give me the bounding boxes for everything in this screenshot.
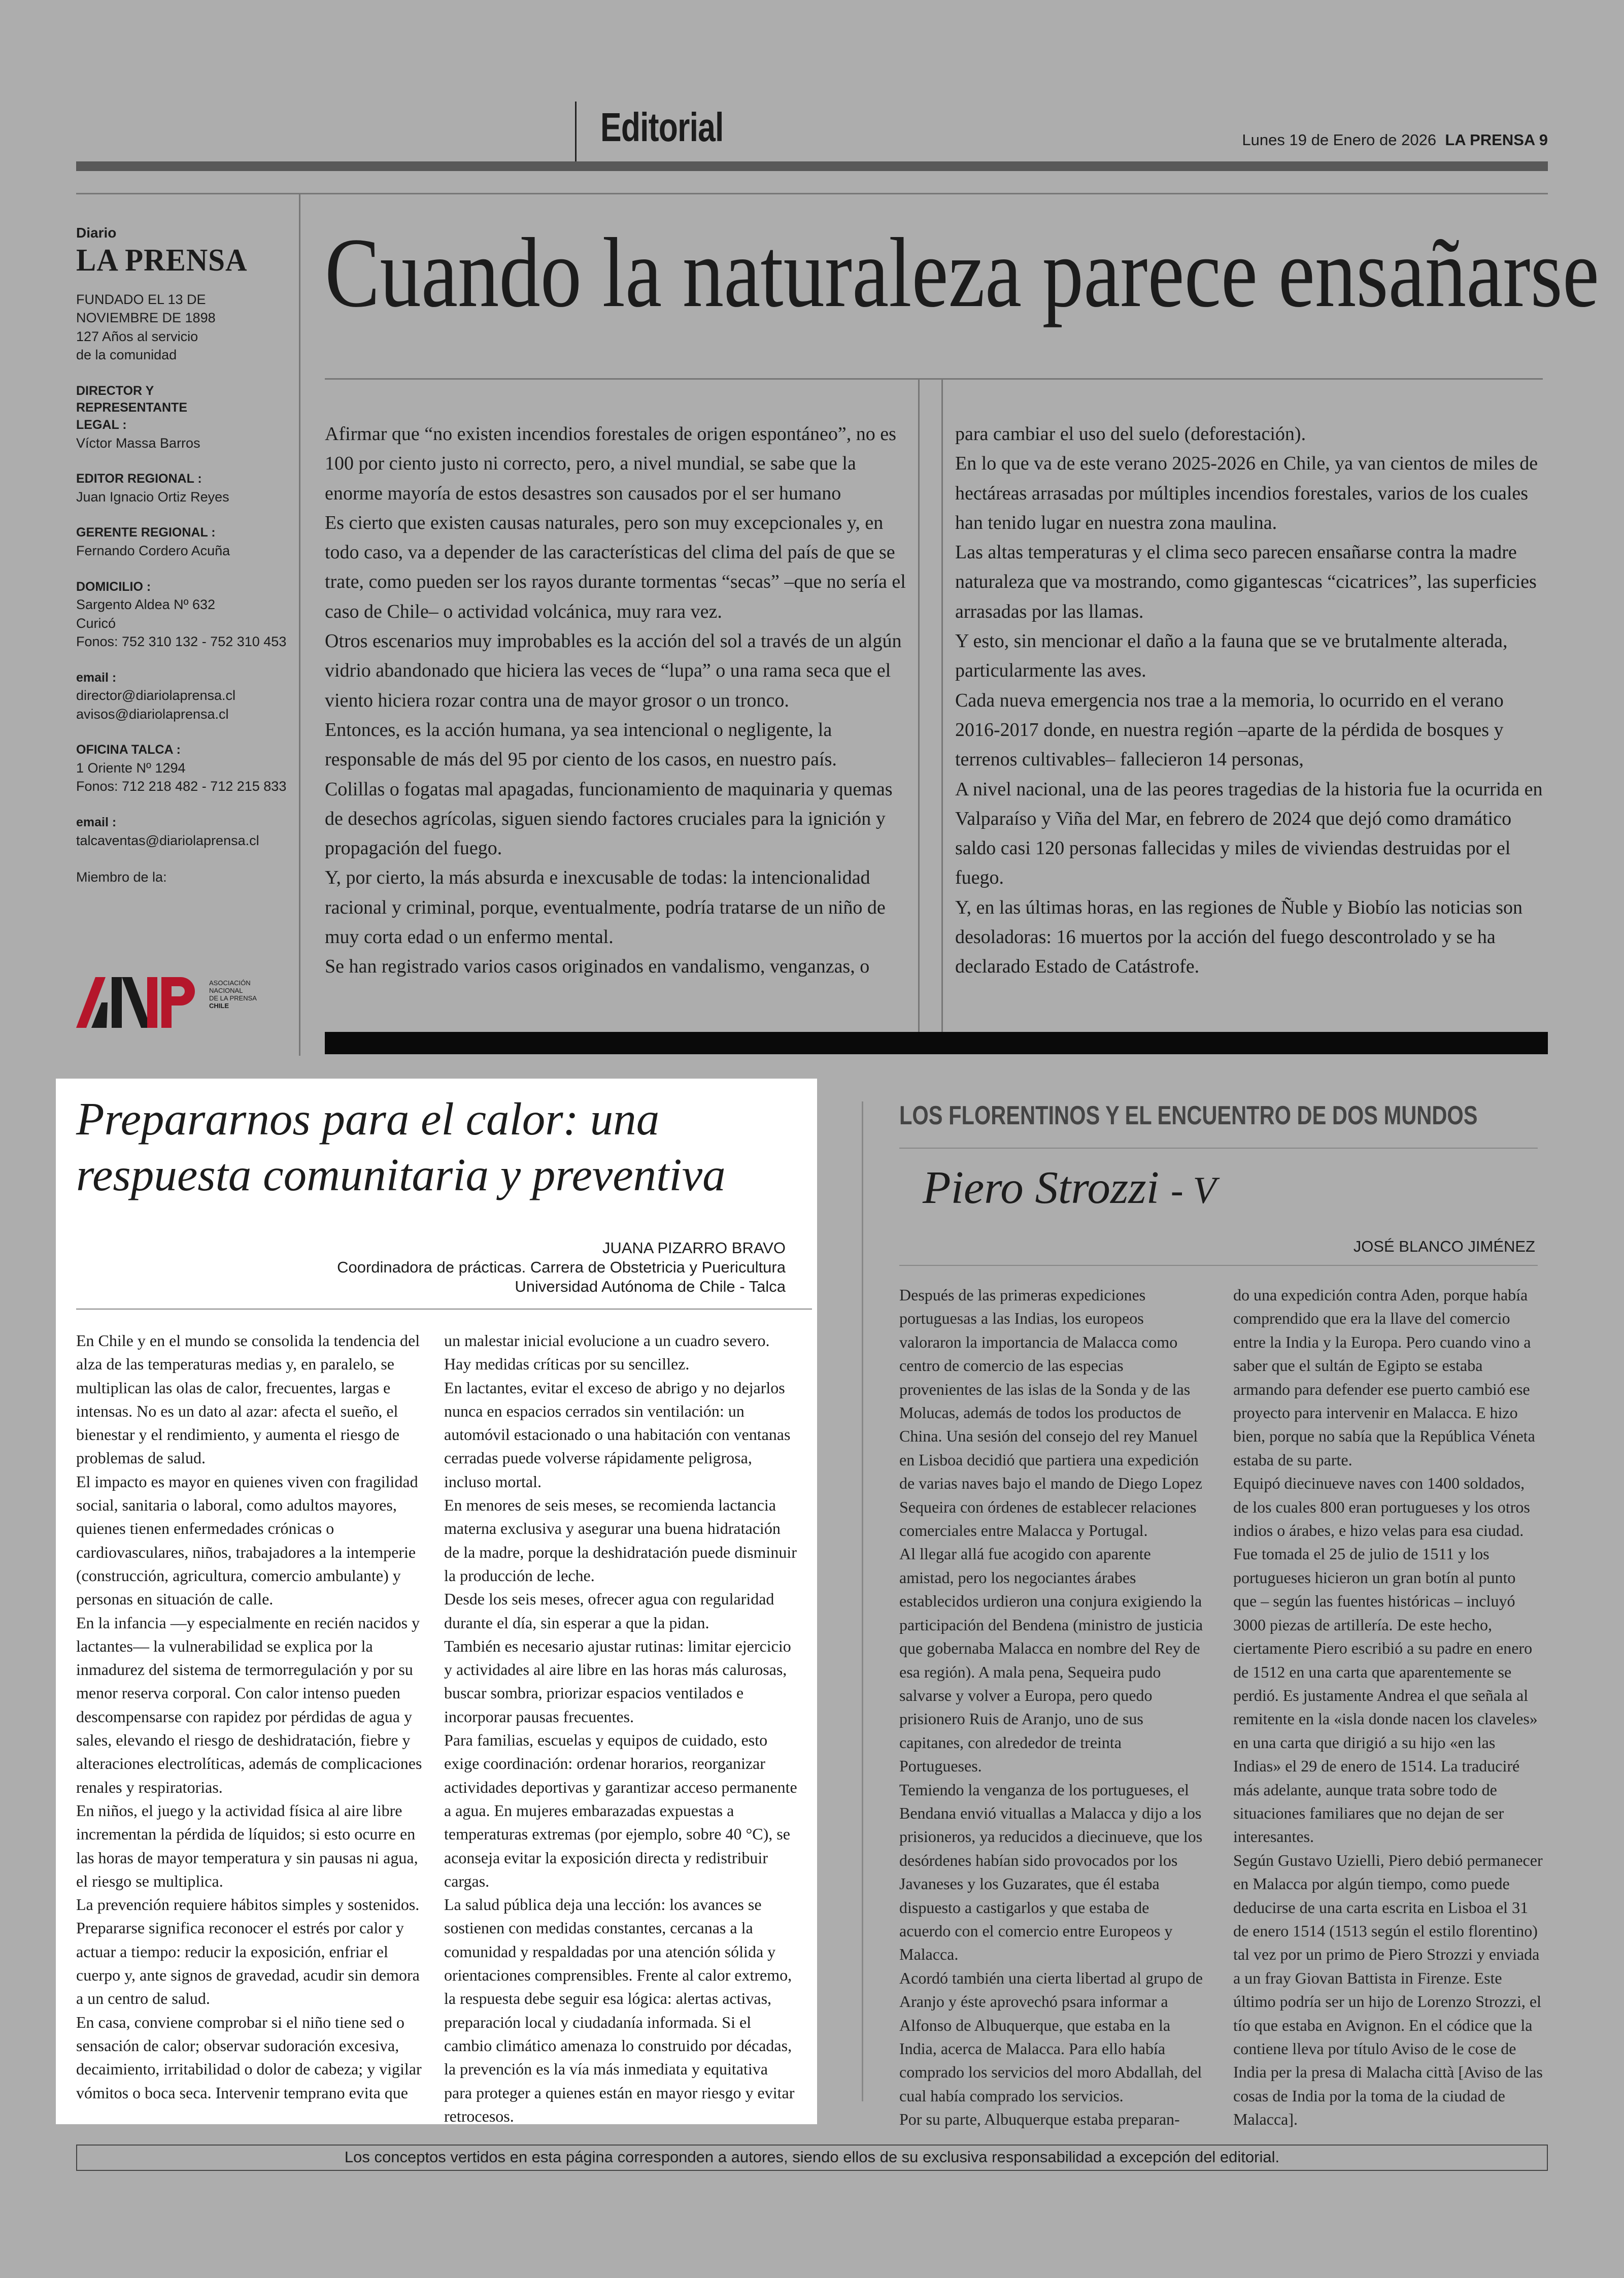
header-separator (575, 102, 577, 163)
editor-name: Juan Ignacio Ortiz Reyes (76, 489, 229, 505)
article-strozzi-column-2 (1233, 1283, 1543, 2131)
editorial-paragraph: En lo que va de este verano 2025-2026 en Chile, ya van cientos de miles de hectáreas arrasadas por múltiples incendios forestales, varios de los cuales han tenido lugar en nuestra zona maulina. (955, 453, 1538, 533)
article-heat-role: Coordinadora de prácticas. Carrera de Obstetricia y Puericultura (337, 1258, 786, 1276)
article-heat-byline (227, 1238, 786, 1296)
masthead-years: 127 Años al servicio de la comunidad (76, 328, 198, 363)
domicilio-line-1: Sargento Aldea Nº 632 (76, 597, 216, 613)
editorial-paragraph: Entonces, es la acción humana, ya sea intencional o negligente, la responsable de más del 95 por ciento de los casos, en nuestro país. (325, 719, 837, 770)
article-paragraph: Para familias, escuelas y equipos de cuidado, esto exige coordinación: ordenar horarios, reorganizar actividades deportivas y garantizar acceso permanente a agua. En mujeres embarazadas expuestas a temperaturas extremas (por ejemplo, sobre 40 °C), se aconseja evitar la exposición directa y redistribuir cargas. (444, 1731, 797, 1890)
article-strozzi-rule-bottom (899, 1265, 1538, 1266)
article-paragraph: do una expedición contra Aden, porque había comprendido que era la llave del comercio entre la India y la Europa. Pero cuando vino a saber que el sultán de Egipto se estaba armando para defender ese puerto cambió ese proyecto para intervenir en Malacca. E hizo bien, porque no sabía que la República Véneta estaba de su parte. (1233, 1286, 1535, 1469)
article-paragraph: Equipó diecinueve naves con 1400 soldados, de los cuales 800 eran portugueses y los otros indios o árabes, e hizo velas para esa ciudad. Fue tomada el 25 de julio de 1511 y los portugueses hicieron un gran botín al punto que – según las fuentes históricas – incluyó 3000 piezas de artillería. De este hecho, ciertamente Piero escribió a su padre en enero de 1512 en una carta que aparentemente se perdió. Es justamente Andrea el que señala al remitente en la «isla donde nacen los claveles» en una carta que dirigió a su hijo «en las Indias» el 29 de enero de 1514. La traduciré más adelante, aunque trata sobre todo de situaciones familiares que no dejan de ser interesantes. (1233, 1474, 1538, 1846)
article-paragraph: En niños, el juego y la actividad física al aire libre incrementan la pérdida de líquidos; si esto ocurre en las horas de mayor temperatura y sin pausas ni agua, el riesgo se multiplica. (76, 1801, 418, 1890)
article-heat-column-1 (76, 1329, 426, 2104)
article-strozzi-series: LOS FLORENTINOS Y EL ENCUENTRO DE DOS MUNDOS (899, 1101, 1478, 1130)
email-avisos[interactable]: avisos@diariolaprensa.cl (76, 706, 229, 722)
editorial-end-bar (325, 1032, 1548, 1054)
section-title: Editorial (600, 105, 724, 150)
editor-label: EDITOR REGIONAL : (76, 472, 202, 486)
article-paragraph: La prevención requiere hábitos simples y sostenidos. Prepararse significa reconocer el estrés por calor y actuar a tiempo: reducir la exposición, enfriar el cuerpo y, ante signos de gravedad, acudir sin demora a un centro de salud. (76, 1895, 420, 2008)
header-date (1242, 131, 1548, 149)
article-heat-column-2 (444, 1329, 799, 2128)
anp-mark (76, 977, 195, 1028)
email-label: email : (76, 670, 117, 685)
article-paragraph: Por su parte, Albuquerque estaba preparan- (899, 2110, 1180, 2129)
article-paragraph: En la infancia —y especialmente en recién nacidos y lactantes— la vulnerabilidad se explica por la inmadurez del sistema de termorregulación y por su menor reserva corporal. Con calor intenso pueden descompensarse con rapidez por pérdidas de agua y sales, elevando el riesgo de deshidratación, fiebre y alteraciones electrolíticas, además de complicaciones renales y respiratorias. (76, 1613, 422, 1796)
editorial-paragraph: Y, en las últimas horas, en las regiones de Ñuble y Biobío las noticias son desoladoras: 16 muertos por la acción del fuego descontrolado y se ha declarado Estado de Catástrofe. (955, 896, 1523, 978)
article-strozzi-author: JOSÉ BLANCO JIMÉNEZ (1353, 1237, 1535, 1255)
editorial-paragraph: para cambiar el uso del suelo (deforestación). (955, 423, 1306, 445)
article-paragraph: Hay medidas críticas por su sencillez. (444, 1355, 690, 1374)
article-strozzi-part: - V (1170, 1169, 1216, 1212)
column-rule-right (941, 380, 943, 1032)
article-paragraph: También es necesario ajustar rutinas: limitar ejercicio y actividades al aire libre en las horas más calurosas, buscar sombra, priorizar espacios ventilados e incorporar pausas frecuentes. (444, 1636, 791, 1726)
masthead-diario: Diario (76, 225, 117, 241)
fonos-curico: Fonos: 752 310 132 - 752 310 453 (76, 634, 287, 650)
editorial-paragraph: Colillas o fogatas mal apagadas, funcionamiento de maquinaria y quemas de desechos agrícolas, siguen siendo factores cruciales para la ignición y propagación del fuego. (325, 778, 893, 859)
date-text: Lunes 19 de Enero de 2026 (1242, 131, 1437, 149)
article-heat-author: JUANA PIZARRO BRAVO (602, 1239, 786, 1257)
gerente-label: GERENTE REGIONAL : (76, 525, 216, 540)
editorial-paragraph: Otros escenarios muy improbables es la acción del sol a través de un algún vidrio abandonado que hiciera las veces de “lupa” o una rama seca que el viento hiciera rozar contra una de mayor grosor o un tronco. (325, 630, 902, 711)
masthead-brand: LA PRENSA (76, 243, 248, 278)
article-paragraph: un malestar inicial evolucione a un cuadro severo. (444, 1331, 770, 1350)
logo-caption-1: ASOCIACIÓN (209, 979, 251, 987)
director-label: DIRECTOR Y REPRESENTANTE LEGAL : (76, 383, 188, 432)
article-paragraph: Temiendo la venganza de los portugueses, el Bendana envió vituallas a Malacca y dijo a los prisioneros, ya reducidos a diecinueve, que los desórdenes habían sido provocados por los Javaneses y los Guzarates, que él estaba dispuesto a castigarlos y que estaba de acuerdo con el comercio entre Europeos y Malacca. (899, 1780, 1203, 1964)
editorial-paragraph: Se han registrado varios casos originados en vandalismo, venganzas, o (325, 956, 870, 978)
article-paragraph: La salud pública deja una lección: los avances se sostienen con medidas constantes, cercanas a la comunidad y respaldadas por una atención sólida y orientaciones comprensibles. Frente al calor extremo, la respuesta debe seguir esa lógica: alertas activas, preparación local y ciudadanía informada. Si el cambio climático amenaza lo construido por décadas, la prevención es la vía más inmediata y equitativa para proteger a quienes están en mayor riesgo y evitar retrocesos. (444, 1895, 795, 2125)
article-paragraph: En lactantes, evitar el exceso de abrigo y no dejarlos nunca en espacios cerrados sin ventilación: un automóvil estacionado o una habitación con ventanas cerradas puede volverse rápidamente peligrosa, incluso mortal. (444, 1378, 791, 1491)
article-heat-rule (76, 1309, 812, 1310)
fonos-talca: Fonos: 712 218 482 - 712 215 833 (76, 779, 287, 794)
editorial-paragraph: Es cierto que existen causas naturales, pero son muy excepcionales y, en todo caso, va a depender de las características del clima del país de que se trate, como pueden ser los rayos durante tormentas “secas” –que no sería el caso de Chile– o actividad volcánica, muy rara vez. (325, 512, 906, 622)
article-strozzi-title (923, 1161, 1216, 1214)
article-heat-institution: Universidad Autónoma de Chile - Talca (515, 1278, 786, 1295)
logo-caption-3: DE LA PRENSA (209, 994, 257, 1002)
email-talca[interactable]: talcaventas@diariolaprensa.cl (76, 832, 259, 848)
oficina-address: 1 Oriente Nº 1294 (76, 760, 186, 776)
article-paragraph: Según Gustavo Uzielli, Piero debió permanecer en Malacca por algún tiempo, como puede deducirse de una carta escrita en Lisboa el 31 de enero 1514 (1513 según el estilo florentino) tal vez por un primo de Piero Strozzi y enviada a un fray Giovan Battista in Firenze. Este último podría ser un hijo de Lorenzo Strozzi, el tío que estaba en Avignon. En el códice que la contiene lleva por título Aviso de le cose de India per la presa di Malacha città [Aviso de las cosas de India por la toma de la ciudad de Malacca]. (1233, 1851, 1543, 2129)
article-paragraph: En menores de seis meses, se recomienda lactancia materna exclusiva y asegurar una buena hidratación de la madre, porque la deshidratación puede disminuir la producción de leche. (444, 1496, 797, 1585)
article-strozzi-rule-top (899, 1148, 1538, 1149)
header-rule (76, 193, 1548, 194)
masthead (76, 223, 289, 887)
editorial-headline: Cuando la naturaleza parece ensañarse (325, 218, 1600, 328)
article-strozzi-column-1 (899, 1283, 1204, 2131)
article-heat-title: Prepararnos para el calor: una respuesta comunitaria y preventiva (76, 1093, 726, 1200)
oficina-label: OFICINA TALCA : (76, 743, 181, 757)
anp-logo (76, 972, 274, 1030)
logo-caption-4: CHILE (209, 1002, 229, 1010)
editorial-paragraph: Y esto, sin mencionar el daño a la fauna que se ve brutalmente alterada, particularmente las aves. (955, 630, 1508, 682)
headline-rule (325, 378, 1543, 380)
logo-caption-2: NACIONAL (209, 987, 243, 994)
footer-disclaimer: Los conceptos vertidos en esta página corresponden a autores, siendo ellos de su exclusiva responsabilidad a excepción del editorial. (344, 2148, 1280, 2166)
email-director[interactable]: director@diariolaprensa.cl (76, 688, 236, 704)
article-paragraph: El impacto es mayor en quienes viven con fragilidad social, sanitaria o laboral, como adultos mayores, quienes tienen enfermedades crónicas o cardiovasculares, niños, trabajadores a la intemperie (construcción, agricultura, comercio ambulante) y personas en situación de calle. (76, 1472, 418, 1609)
email-label-talca: email : (76, 815, 117, 829)
header-bar (76, 161, 1548, 171)
editorial-paragraph: A nivel nacional, una de las peores tragedias de la historia fue la ocurrida en Valparaíso y Viña del Mar, en febrero de 2024 que dejó como dramático saldo casi 120 personas fallecidas y miles de viviendas destruidas por el fuego. (955, 778, 1543, 889)
editorial-paragraph: Afirmar que “no existen incendios forestales de origen espontáneo”, no es 100 por ciento justo ni correcto, pero, a nivel mundial, se sabe que la enorme mayoría de estos desastres son causados por el ser humano (325, 423, 896, 504)
editorial-column-2 (955, 419, 1544, 982)
article-paragraph: En Chile y en el mundo se consolida la tendencia del alza de las temperaturas medias y, en paralelo, se multiplican las olas de calor, frecuentes, largas e intensas. No es un dato al azar: afecta el sueño, el bienestar y el rendimiento, y aumenta el riesgo de problemas de salud. (76, 1331, 420, 1467)
editorial-column-1 (325, 419, 906, 982)
article-strozzi-title-text: Piero Strozzi (923, 1162, 1159, 1213)
article-paragraph: En casa, conviene comprobar si el niño tiene sed o sensación de calor; observar sudoración excesiva, decaimiento, irritabilidad o dolor de cabeza; y vigilar vómitos o boca seca. Intervenir temprano evita que (76, 2013, 422, 2102)
miembro-label: Miembro de la: (76, 869, 167, 885)
domicilio-line-2: Curicó (76, 615, 116, 631)
article-paragraph: Acordó también una cierta libertad al grupo de Aranjo y éste aprovechó psara informar a Alfonso de Albuquerque, que estaba en la India, acerca de Malacca. Para ello había comprado los servicios del moro Abdallah, del cual había comprado los servicios. (899, 1968, 1203, 2105)
director-name: Víctor Massa Barros (76, 435, 200, 451)
column-rule-left (918, 380, 920, 1032)
article-paragraph: Al llegar allá fue acogido con aparente amistad, pero los negociantes árabes establecidos urdieron una conjura exigiendo la participación del Bendena (ministro de justicia que gobernaba Malacca en nombre del Rey de esa región). A mala pena, Sequeira pudo salvarse y volver a Europa, pero quedo prisionero Ruis de Aranjo, uno de sus capitanes, con alrededor de treinta Portugueses. (899, 1545, 1203, 1776)
paper-page: LA PRENSA 9 (1445, 131, 1548, 149)
masthead-founded: FUNDADO EL 13 DE NOVIEMBRE DE 1898 (76, 291, 216, 326)
article-paragraph: Desde los seis meses, ofrecer agua con regularidad durante el día, sin esperar a que la pidan. (444, 1590, 774, 1632)
editorial-paragraph: Cada nueva emergencia nos trae a la memoria, lo ocurrido en el verano 2016-2017 donde, en nuestra región –aparte de la pérdida de bosques y terrenos cultivables– fallecieron 14 personas, (955, 689, 1504, 770)
editorial-paragraph: Las altas temperaturas y el clima seco parecen ensañarse contra la madre naturaleza que va mostrando, como gigantescas “cicatrices”, las superficies arrasadas por las llamas. (955, 542, 1537, 622)
article-paragraph: Después de las primeras expediciones portuguesas a las Indias, los europeos valoraron la importancia de Malacca como centro de comercio de las especias provenientes de las islas de la Sonda y de las Molucas, además de todos los productos de China. Una sesión del consejo del rey Manuel en Lisboa decidió que partiera una expedición de varias naves bajo el mando de Diego Lopez Sequeira con órdenes de establecer relaciones comerciales entre Malacca y Portugal. (899, 1286, 1203, 1540)
editorial-paragraph: Y, por cierto, la más absurda e inexcusable de todas: la intencionalidad racional y criminal, porque, eventualmente, podría tratarse de un niño de muy corta edad o un enfermo mental. (325, 867, 886, 948)
article-divider (862, 1101, 863, 2101)
sidebar-rule (299, 194, 300, 1056)
gerente-name: Fernando Cordero Acuña (76, 543, 230, 559)
domicilio-label: DOMICILIO : (76, 579, 151, 594)
